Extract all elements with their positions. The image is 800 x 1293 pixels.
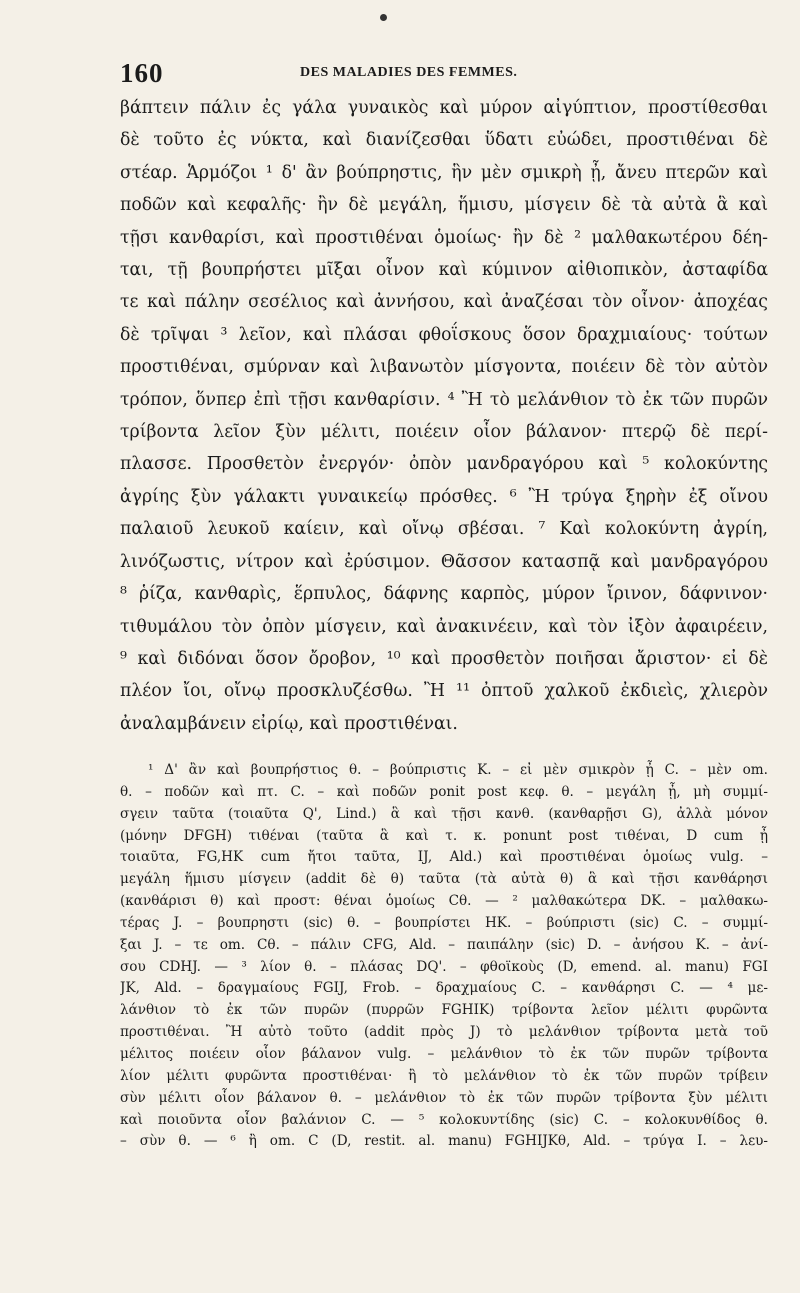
page-number: 160: [120, 58, 164, 88]
footnote-line: λάνθιον τὸ ἐκ τῶν πυρῶν (πυρρῶν FGHIK) τρίβοντα λεῖον μέλιτι φυρῶντα: [120, 1002, 768, 1019]
footnote-line: μέλιτος ποιέειν οἷον βάλανον vulg. – μελάνθιον τὸ ἐκ τῶν πυρῶν τρίβοντα: [120, 1045, 768, 1062]
page-mark: [380, 14, 387, 21]
page-header: [120, 58, 720, 88]
text-line: ἀγρίης ξὺν γάλακτι γυναικείῳ πρόσθες. ⁶ Ἢ τρύγα ξηρὴν ἐξ οἴνου: [120, 486, 768, 507]
text-line: δὲ τοῦτο ἐς νύκτα, καὶ διανίζεσθαι ὕδατι εὐώδει, προστιθέναι δὲ: [120, 130, 768, 151]
text-line: προστιθέναι, σμύρναν καὶ λιβανωτὸν μίσγοντα, ποιέειν δὲ τὸν αὐτὸν: [120, 357, 768, 378]
main-text: [120, 92, 768, 740]
footnote-line: σγειν ταῦτα (τοιαῦτα Q', Lind.) ἃ καὶ τῇσι κανθ. (κανθαρῇσι G), ἀλλὰ μόνον: [120, 805, 768, 822]
text-line: τρίβοντα λεῖον ξὺν μέλιτι, ποιέειν οἷον βάλανον· πτερῷ δὲ περί-: [120, 422, 768, 443]
footnote-line: ¹ Δ' ἂν καὶ βουπρήστιος θ. – βούπριστις K. – εἰ μὲν σμικρὸν ᾖ C. – μὲν om.: [148, 762, 768, 778]
footnotes: [120, 760, 768, 1153]
text-line: τῇσι κανθαρίσι, καὶ προστιθέναι ὁμοίως· ἢν δὲ ² μαλθακωτέρου δέη-: [120, 227, 768, 248]
text-line: ἀναλαμβάνειν εἰρίῳ, καὶ προστιθέναι.: [120, 713, 458, 734]
text-line: ⁸ ῥίζα, κανθαρὶς, ἕρπυλος, δάφνης καρπὸς, μύρον ἴρινον, δάφνινον·: [120, 584, 768, 605]
text-line: παλαιοῦ λευκοῦ καίειν, καὶ οἴνῳ σβέσαι. ⁷ Καὶ κολοκύντη ἀγρίη,: [120, 519, 768, 540]
footnote-line: (κανθάρισι θ) καὶ προστ: θέναι ὁμοίως Cθ. — ² μαλθακώτερα DK. – μαλθακω-: [120, 893, 768, 910]
footnote-line: (μόνην DFGH) τιθέναι (ταῦτα ἃ καὶ τ. κ. ponunt post τιθέναι, D cum ᾖ: [120, 827, 768, 844]
footnote-line: μεγάλη ἥμισυ μίσγειν (addit δὲ θ) ταῦτα (τὰ αὐτὰ θ) ἃ καὶ τῇσι κανθάρησι: [120, 871, 768, 888]
footnote-line: σου CDHJ. — ³ λίον θ. – πλάσας DQ'. – φθοϊκοὺς (D, emend. al. manu) FGI: [120, 958, 768, 975]
footnote-line: σὺν μέλιτι οἷον βάλανον θ. – μελάνθιον τὸ ἐκ τῶν πυρῶν τρίβοντα ξὺν μέλιτι: [120, 1089, 768, 1106]
footnote-line: τέρας J. – βουπρηστι (sic) θ. – βουπρίστει HK. – βούπριστι (sic) C. – συμμί-: [120, 914, 768, 931]
footnote-line: καὶ ποιοῦντα οἷον βαλάνιον C. — ⁵ κολοκυντίδης (sic) C. – κολοκυνθίδος θ.: [120, 1111, 768, 1128]
footnote-line: προστιθέναι. Ἢ αὐτὸ τοῦτο (addit πρὸς J) τὸ μελάνθιον τρίβοντα μετὰ τοῦ: [120, 1024, 768, 1041]
footnote-line: JK, Ald. – δραγμαίους FGIJ, Frob. – δραχμαίους C. – κανθάρησι C. — ⁴ με-: [120, 980, 768, 997]
text-line: τε καὶ πάλην σεσέλιος καὶ ἀννήσου, καὶ ἀναζέσαι τὸν οἶνον· ἀποχέας: [120, 292, 768, 313]
footnote-line: λίον μέλιτι φυρῶντα προστιθέναι· ἢ τὸ μελάνθιον τὸ ἐκ τῶν πυρῶν τρίβειν: [120, 1067, 768, 1084]
running-head: DES MALADIES DES FEMMES.: [300, 65, 518, 80]
text-line: βάπτειν πάλιν ἐς γάλα γυναικὸς καὶ μύρον αἰγύπτιον, προστίθεσθαι: [120, 98, 768, 118]
text-line: δὲ τρῖψαι ³ λεῖον, καὶ πλάσαι φθοΐσκους ὅσον δραχμιαίους· τούτων: [120, 324, 768, 345]
text-line: ⁹ καὶ διδόναι ὅσον ὄροβον, ¹⁰ καὶ προσθετὸν ποιῆσαι ἄριστον· εἰ δὲ: [120, 648, 768, 669]
text-line: λινόζωστις, νίτρον καὶ ἐρύσιμον. Θᾶσσον κατασπᾷ καὶ μανδραγόρου: [120, 551, 768, 572]
footnote-line: θ. – ποδῶν καὶ πτ. C. – καὶ ποδῶν ponit post κεφ. θ. – μεγάλη ᾖ, μὴ συμμί-: [120, 783, 768, 800]
text-line: τρόπον, ὅνπερ ἐπὶ τῇσι κανθαρίσιν. ⁴ Ἢ τὸ μελάνθιον τὸ ἐκ τῶν πυρῶν: [120, 389, 768, 410]
text-line: ποδῶν καὶ κεφαλῆς· ἢν δὲ μεγάλη, ἥμισυ, μίσγειν δὲ τὰ αὐτὰ ἃ καὶ: [120, 195, 768, 216]
footnote-line: – σὺν θ. — ⁶ ἢ om. C (D, restit. al. manu) FGHIJKθ, Ald. – τρύγα I. – λευ-: [120, 1133, 768, 1150]
footnote-line: τοιαῦτα, FG,HK cum ἤτοι ταῦτα, IJ, Ald.) καὶ προστιθέναι ὁμοίως vulg. –: [120, 849, 768, 866]
footnote-line: ξαι J. – τε om. Cθ. – πάλιν CFG, Ald. – παιπάλην (sic) D. – ἀνήσου K. – ἀνί-: [120, 936, 768, 953]
text-line: τιθυμάλου τὸν ὀπὸν μίσγειν, καὶ ἀνακινέειν, καὶ τὸν ἰξὸν ἀφαιρέειν,: [120, 616, 768, 637]
text-line: στέαρ. Ἁρμόζοι ¹ δ' ἂν βούπρηστις, ἣν μὲν σμικρὴ ᾖ, ἄνευ πτερῶν καὶ: [120, 162, 768, 183]
text-line: ται, τῇ βουπρήστει μῖξαι οἶνον καὶ κύμινον αἰθιοπικὸν, ἀσταφίδα: [120, 260, 768, 281]
text-line: πλασσε. Προσθετὸν ἐνεργόν· ὀπὸν μανδραγόρου καὶ ⁵ κολοκύντης: [120, 454, 768, 475]
text-line: πλέον ἴοι, οἴνῳ προσκλυζέσθω. Ἢ ¹¹ ὀπτοῦ χαλκοῦ ἐκδιεὶς, χλιερὸν: [120, 681, 768, 702]
